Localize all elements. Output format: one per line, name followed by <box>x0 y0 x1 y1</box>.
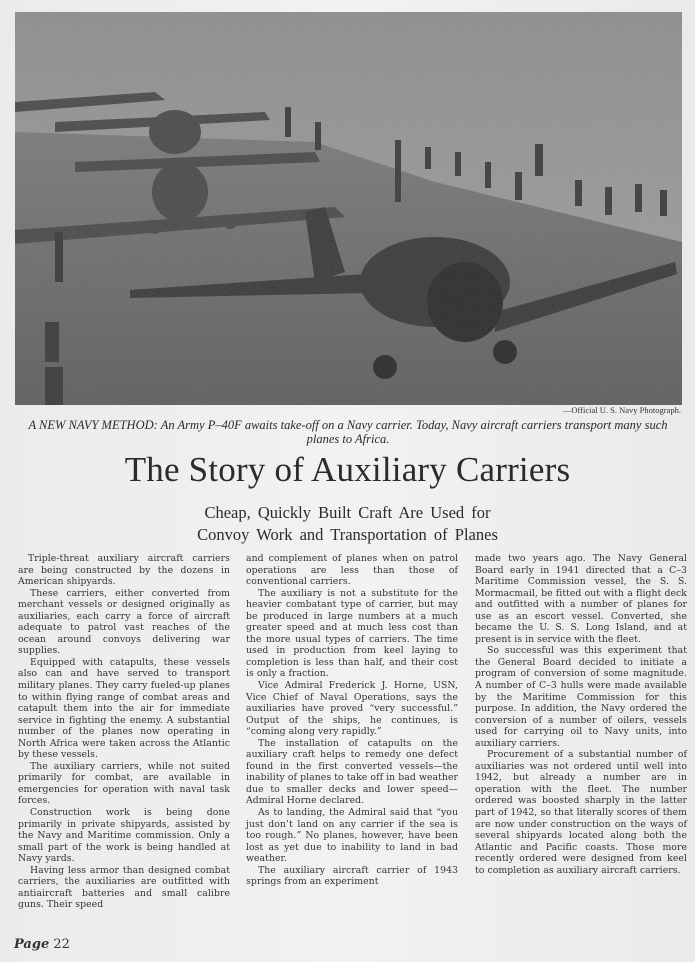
paragraph: Equipped with catapults, these vessels also can and have served to transport military planes. They carry fueled-up planes to within flying range of combat areas and catapult them into the air for immediate service in fighting the enemy. A substantial number of the planes now operating in North Africa were taken across the Atlantic by these vessels. <box>18 656 230 761</box>
subtitle-line-1: Cheap, Quickly Built Craft Are Used for <box>204 503 491 522</box>
page-number: 22 <box>53 937 70 952</box>
paragraph: As to landing, the Admiral said that “you just don’t land on any carrier if the sea is too rough.” No planes, however, have been lost as yet due to inability to land in bad weather. <box>246 807 458 865</box>
photo-credit: —Official U. S. Navy Photograph. <box>562 405 681 415</box>
paragraph: and complement of planes when on patrol operations are less than those of conventional carriers. <box>246 553 458 588</box>
paragraph: The auxiliary is not a substitute for the heavier combatant type of carrier, but may be produced in large numbers at a much greater speed and at much less cost than the more usual types of carriers. The time used in production from keel laying to completion is less than half, and their cost is only a fraction. <box>246 587 458 680</box>
caption-text: An Army P–40F awaits take-off on a Navy carrier. Today, Navy aircraft carriers transport many such planes to Africa. <box>160 418 668 446</box>
paragraph: Vice Admiral Frederick J. Horne, USN, Vice Chief of Naval Operations, says the auxiliaries have proved “very successful.” Output of the ships, he continues, is “coming along very rapidly.” <box>246 680 458 738</box>
subtitle-line-2: Convoy Work and Transportation of Planes <box>197 525 498 544</box>
carrier-deck-photo <box>15 12 682 405</box>
page-footer <box>14 937 70 952</box>
page-label: Page <box>14 937 50 952</box>
paragraph: The auxiliary aircraft carrier of 1943 springs from an experiment <box>246 864 458 888</box>
paragraph: These carriers, either converted from merchant vessels or designed originally as auxiliaries, each carry a force of aircraft adequate to patrol vast reaches of the ocean around convoys delivering war supplies. <box>18 587 230 657</box>
caption-lead: A NEW NAVY METHOD: <box>28 418 158 432</box>
article-title: The Story of Auxiliary Carriers <box>124 450 571 489</box>
aircraft-carrier-deck-photo-icon <box>15 12 682 405</box>
article-column-1 <box>18 553 230 911</box>
article-column-2 <box>246 553 458 888</box>
paragraph: Procurement of a substantial number of auxiliaries was not ordered until well into 1942, but already a number are in operation with the fleet. The number ordered was boosted sharply in the latter part of 1942, so that literally scores of them are now under construction on the ways of several shipyards located along both the Atlantic and Pacific coasts. Those more recently ordered were designed from keel to completion as auxiliary aircraft carriers. <box>475 749 687 876</box>
article-column-3 <box>475 553 687 876</box>
paragraph: Triple-threat auxiliary aircraft carriers are being constructed by the dozens in American shipyards. <box>18 553 230 588</box>
paragraph: made two years ago. The Navy General Board early in 1941 directed that a C–3 Maritime Commission vessel, the S. S. Mormacmail, be fitted out with a flight deck and outfitted with a number of planes for use as an escort vessel. Converted, she became the U. S. S. Long Island, and at present is in service with the fleet. <box>475 553 687 645</box>
paragraph: The auxiliary carriers, while not suited primarily for combat, are available in emergencies for operation with naval task forces. <box>18 760 230 807</box>
paragraph: So successful was this experiment that the General Board decided to initiate a program of conversion of some magnitude. A number of C–3 hulls were made available by the Maritime Commission for this purpose. In addition, the Navy ordered the conversion of a number of oilers, vessels used for carrying oil to Navy units, into auxiliary carriers. <box>475 645 687 749</box>
paragraph: The installation of catapults on the auxiliary craft helps to remedy one defect found in the first converted vessels—the inability of planes to take off in bad weather due to smaller decks and lower speed—Admiral Horne declared. <box>246 737 458 807</box>
article-subtitle <box>0 502 695 546</box>
photo-caption <box>14 418 682 446</box>
paragraph: Construction work is being done primarily in private shipyards, assisted by the Navy and Maritime commission. Only a small part of the work is being handled at Navy yards. <box>18 807 230 865</box>
paragraph: Having less armor than designed combat carriers, the auxiliaries are outfitted with antiaircraft batteries and small calibre guns. Their speed <box>18 864 230 911</box>
